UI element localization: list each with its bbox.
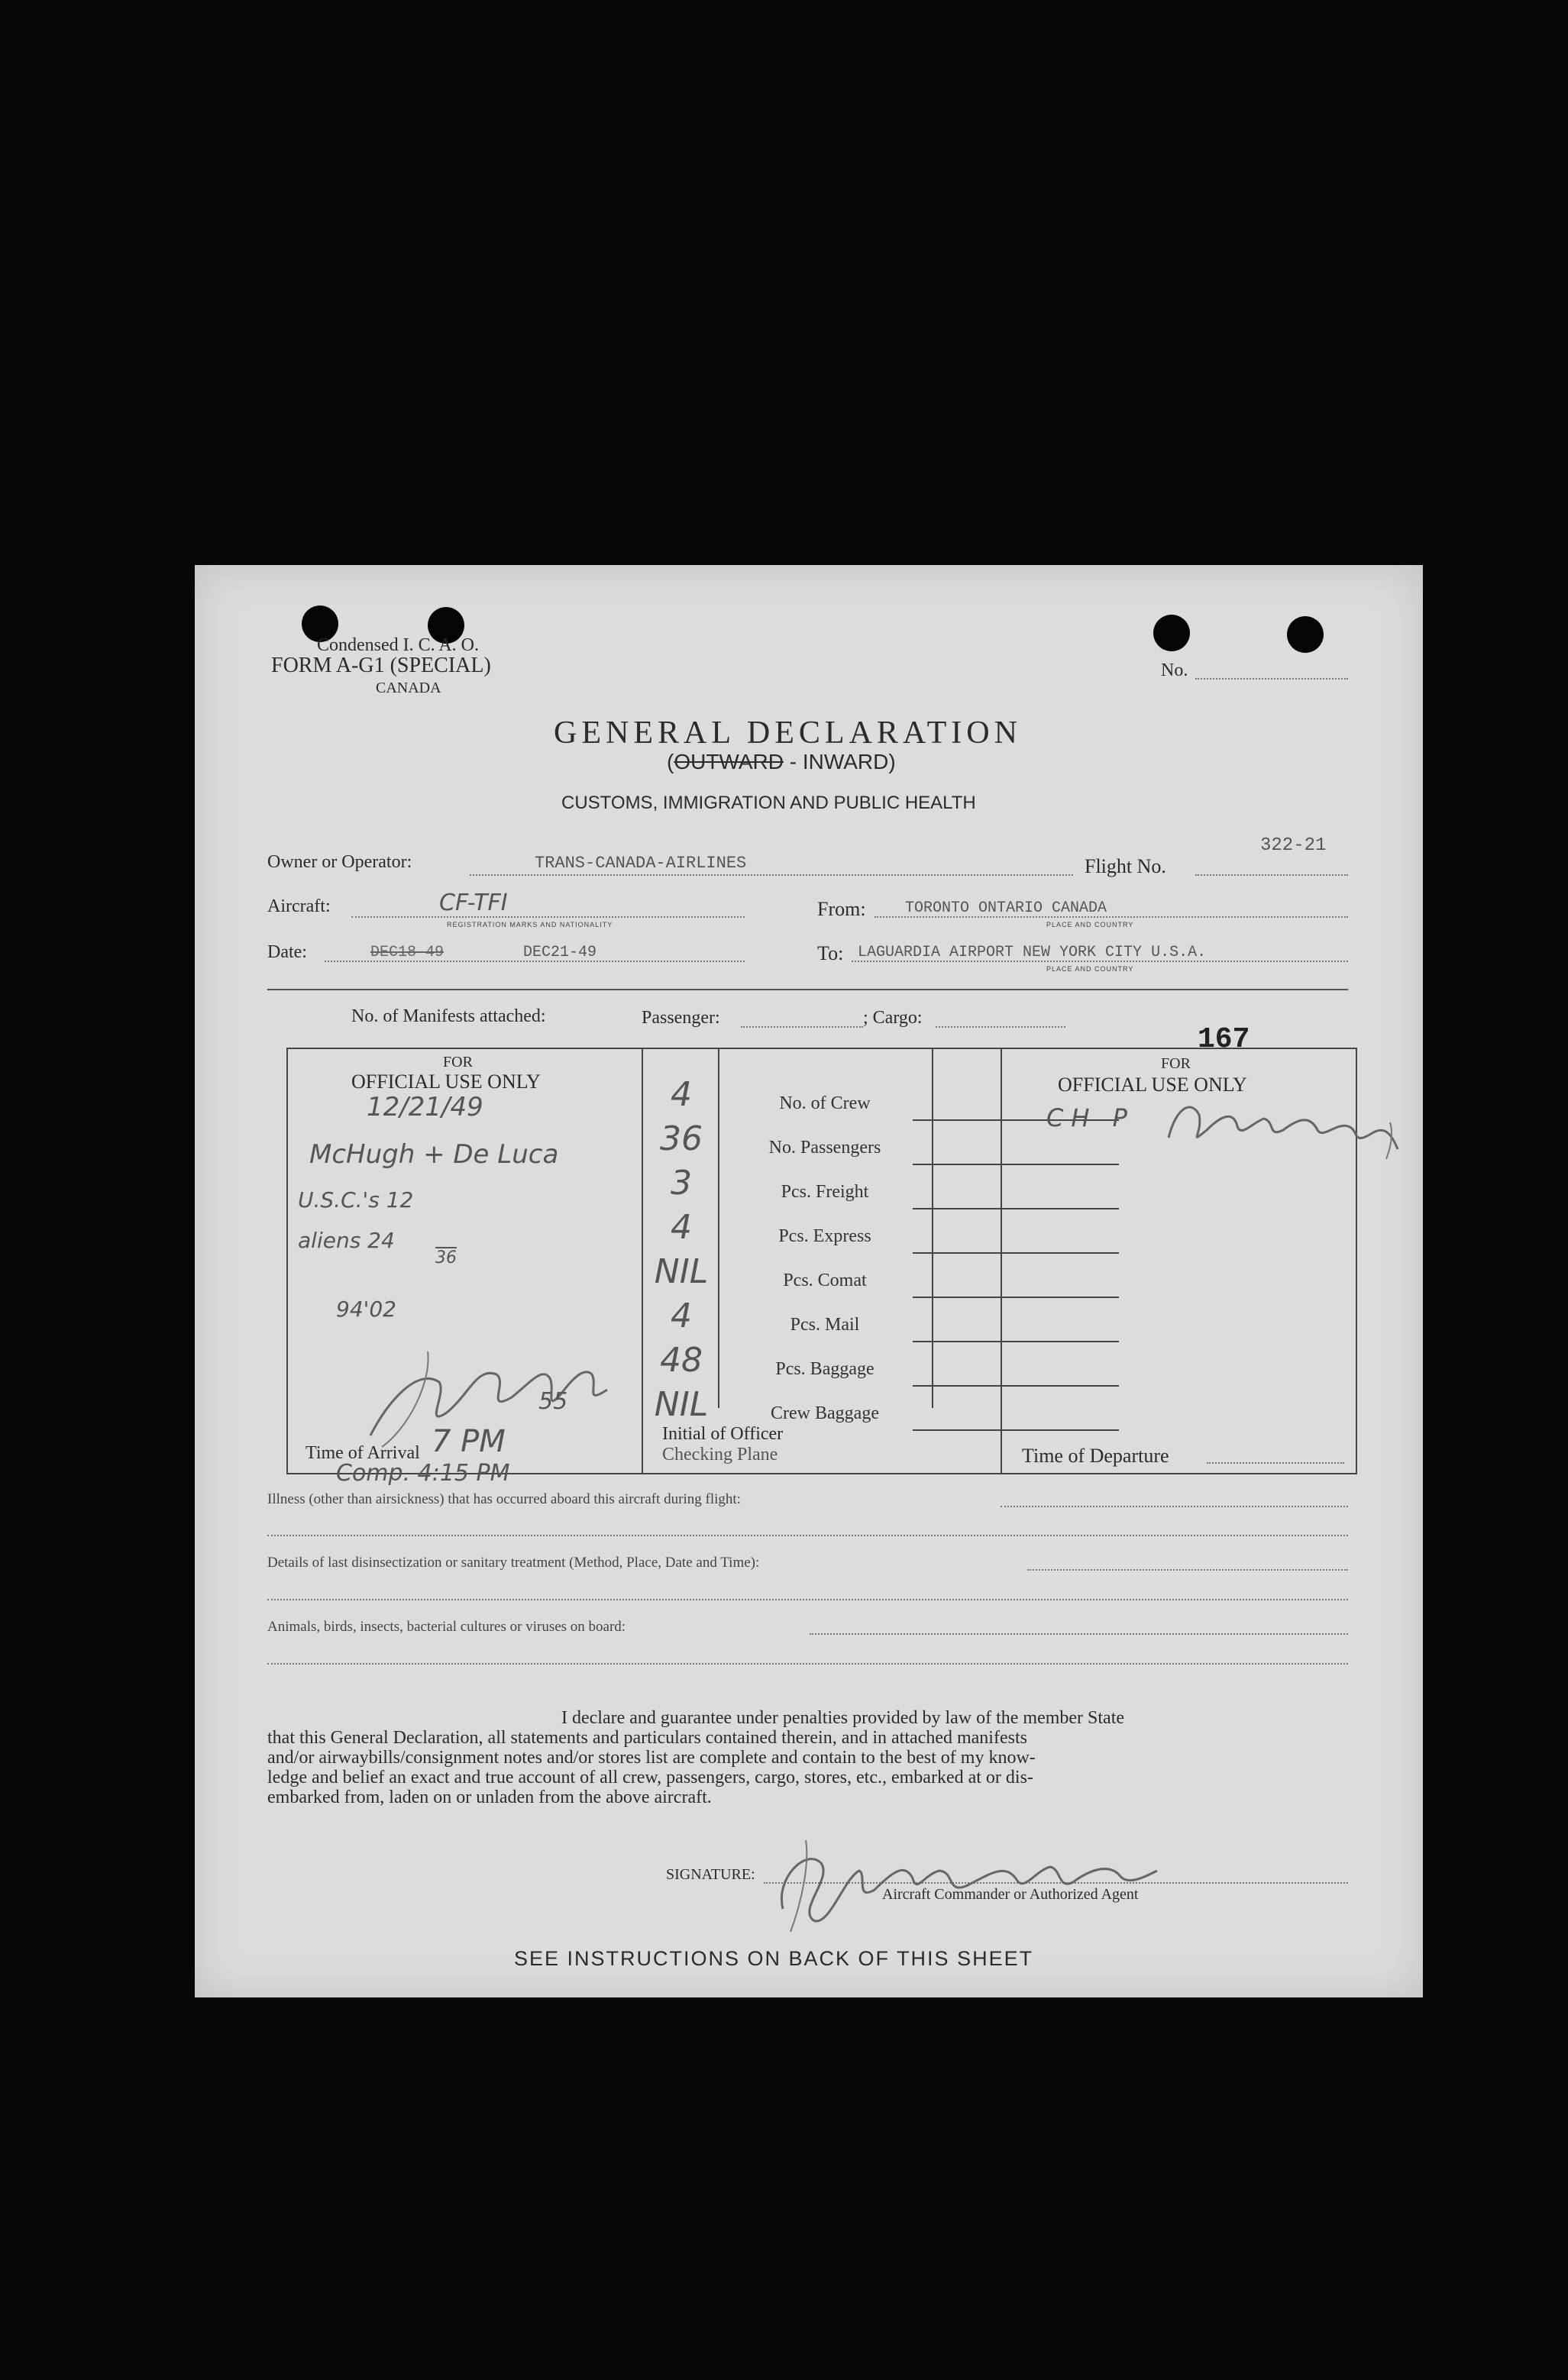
left-note-officers: McHugh + De Luca	[309, 1139, 559, 1170]
date-value: DEC21-49	[523, 944, 597, 961]
section-divider	[267, 989, 1348, 990]
signature-caption: Aircraft Commander or Authorized Agent	[882, 1886, 1139, 1903]
owner-value: TRANS-CANADA-AIRLINES	[535, 854, 747, 873]
row-rule	[913, 1341, 1119, 1342]
row-value: 4	[671, 1208, 692, 1247]
right-note: CH P	[1046, 1103, 1135, 1132]
row-value: NIL	[654, 1385, 709, 1424]
number-label: No.	[1161, 660, 1188, 680]
left-official-for: FOR	[443, 1054, 473, 1071]
declaration-line-5: embarked from, laden on or unladen from the above aircraft.	[267, 1787, 712, 1807]
passenger-line	[741, 1026, 863, 1028]
to-value: LAGUARDIA AIRPORT NEW YORK CITY U.S.A.	[858, 944, 1207, 961]
from-value: TORONTO ONTARIO CANADA	[905, 899, 1107, 917]
right-official-title: OFFICIAL USE ONLY	[1058, 1074, 1247, 1096]
passenger-label: Passenger:	[642, 1008, 720, 1028]
declaration-line-4: ledge and belief an exact and true account of all crew, passengers, cargo, stores, etc., embarked at or dis-	[267, 1768, 1033, 1787]
direction-inward: - INWARD	[789, 750, 889, 773]
disinsect-line-2	[267, 1599, 1348, 1600]
flight-line	[1195, 874, 1348, 876]
form-number: FORM A-G1 (SPECIAL)	[271, 654, 491, 677]
from-label: From:	[817, 898, 866, 920]
to-caption: PLACE AND COUNTRY	[1046, 965, 1134, 973]
commander-signature-scribble	[760, 1817, 1188, 1939]
signature-label: SIGNATURE:	[666, 1866, 755, 1883]
aircraft-label: Aircraft:	[267, 896, 331, 916]
row-label: Pcs. Express	[778, 1226, 871, 1246]
row-label: Crew Baggage	[771, 1403, 879, 1423]
form-title: GENERAL DECLARATION	[554, 715, 1022, 751]
left-note-date: 12/21/49	[367, 1092, 483, 1122]
row-rule	[913, 1252, 1119, 1254]
form-direction: (OUTWARD - INWARD)	[667, 750, 896, 773]
flight-value: 322-21	[1260, 835, 1327, 856]
checking-plane-label: Checking Plane	[662, 1445, 778, 1464]
punch-hole	[1153, 615, 1190, 651]
aircraft-caption: REGISTRATION MARKS AND NATIONALITY	[447, 921, 613, 928]
form-country: CANADA	[376, 680, 441, 696]
disinsect-label: Details of last disinsectization or sanitary treatment (Method, Place, Date and Time):	[267, 1555, 760, 1571]
stamp-number: 167	[1198, 1023, 1250, 1056]
table-divider	[932, 1048, 933, 1408]
cargo-line	[936, 1026, 1065, 1028]
icao-label: Condensed I. C. A. O.	[317, 635, 479, 655]
arrival-minutes: 55	[538, 1388, 568, 1415]
owner-line	[470, 874, 1073, 876]
number-line	[1195, 678, 1348, 680]
row-label: Pcs. Freight	[781, 1182, 869, 1202]
row-label: No. Passengers	[768, 1138, 881, 1158]
from-caption: PLACE AND COUNTRY	[1046, 921, 1134, 928]
declaration-line-1: I declare and guarantee under penalties provided by law of the member State	[561, 1708, 1125, 1728]
to-label: To:	[817, 942, 844, 964]
left-note-total: 36	[435, 1248, 457, 1268]
direction-outward-struck: OUTWARD	[674, 750, 784, 773]
row-value: 4	[671, 1075, 692, 1114]
declaration-form-sheet	[195, 565, 1423, 1997]
row-rule	[913, 1429, 1119, 1431]
disinsect-line	[1027, 1569, 1348, 1571]
cargo-label: ; Cargo:	[863, 1008, 923, 1028]
animals-line-2	[267, 1663, 1348, 1665]
inspector-signature-scribble	[1161, 1092, 1405, 1161]
row-value: 36	[660, 1119, 703, 1158]
owner-label: Owner or Operator:	[267, 852, 412, 872]
aircraft-line	[351, 916, 745, 918]
illness-line	[1001, 1506, 1348, 1507]
row-rule	[913, 1297, 1119, 1298]
date-label: Date:	[267, 942, 307, 962]
declaration-line-2: that this General Declaration, all statements and particulars contained therein, and in attached manifests	[267, 1728, 1027, 1748]
flight-label: Flight No.	[1085, 855, 1166, 877]
manifests-label: No. of Manifests attached:	[351, 1006, 546, 1026]
comp-note: Comp. 4:15 PM	[336, 1460, 510, 1487]
initial-officer-label: Initial of Officer	[662, 1424, 784, 1444]
row-label: Pcs. Mail	[790, 1315, 860, 1335]
arrival-label: Time of Arrival	[306, 1443, 420, 1463]
animals-label: Animals, birds, insects, bacterial cultures or viruses on board:	[267, 1619, 626, 1635]
left-note-aliens: aliens 24	[298, 1228, 395, 1253]
animals-line	[810, 1633, 1348, 1635]
arrival-value: 7 PM	[432, 1424, 506, 1459]
illness-label: Illness (other than airsickness) that has occurred aboard this aircraft during flight:	[267, 1491, 741, 1507]
row-value: 48	[660, 1341, 703, 1380]
row-value: NIL	[654, 1252, 709, 1291]
left-note-citizens: U.S.C.'s 12	[298, 1187, 414, 1213]
row-value: 4	[671, 1297, 692, 1335]
row-value: 3	[671, 1164, 692, 1203]
illness-line-2	[267, 1535, 1348, 1536]
left-note-code: 94'02	[336, 1297, 396, 1322]
row-rule	[913, 1208, 1119, 1209]
footer-instructions: SEE INSTRUCTIONS ON BACK OF THIS SHEET	[514, 1947, 1034, 1970]
row-label: No. of Crew	[779, 1093, 871, 1113]
row-label: Pcs. Comat	[783, 1271, 867, 1290]
right-official-for: FOR	[1161, 1055, 1191, 1072]
row-rule	[913, 1164, 1119, 1165]
departure-line	[1207, 1462, 1344, 1464]
left-official-title: OFFICIAL USE ONLY	[351, 1071, 541, 1093]
date-struck-value: DEC18-49	[370, 944, 445, 961]
punch-hole	[1287, 616, 1324, 653]
departure-label: Time of Departure	[1022, 1445, 1169, 1467]
aircraft-value: CF-TFI	[439, 890, 508, 916]
row-label: Pcs. Baggage	[775, 1359, 875, 1379]
declaration-line-3: and/or airwaybills/consignment notes and/or stores list are complete and contain to the best of my know-	[267, 1748, 1036, 1768]
form-subtitle: CUSTOMS, IMMIGRATION AND PUBLIC HEALTH	[561, 793, 976, 813]
row-rule	[913, 1385, 1119, 1387]
table-divider	[1001, 1048, 1002, 1473]
